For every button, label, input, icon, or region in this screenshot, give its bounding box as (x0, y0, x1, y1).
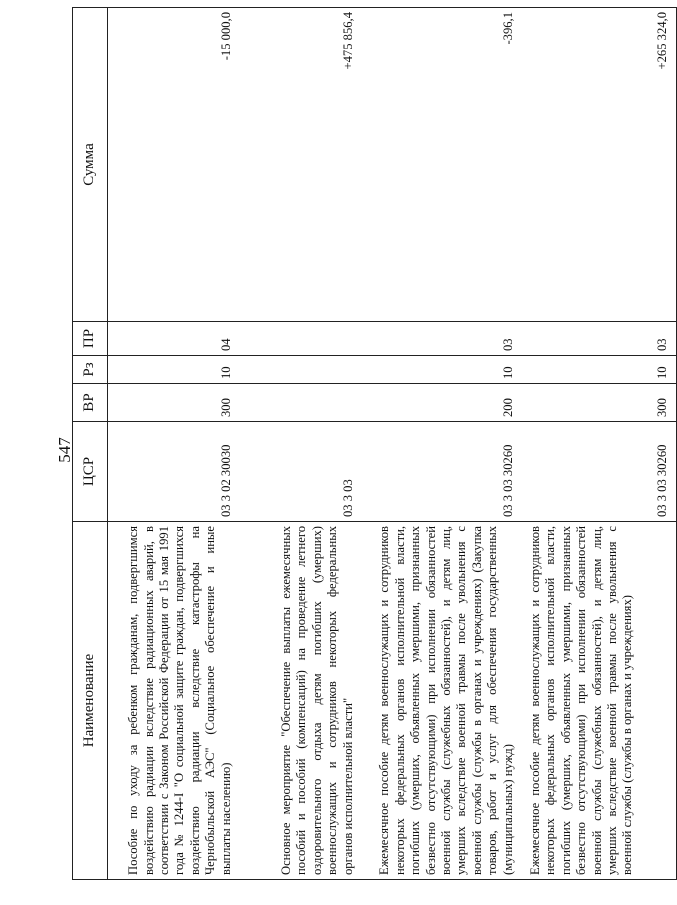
table-header-row (73, 8, 108, 880)
row-pr: 03 (362, 322, 522, 356)
row-csr: 03 3 03 (240, 422, 362, 522)
row-csr: 03 3 03 30260 (362, 422, 522, 522)
table-row (522, 8, 677, 880)
row-name: Пособие по уходу за ребенком гражданам, подвергшимся воздействию радиации вследствие радиационных аварий, в соответствии с Законом Российской Федерации от 15 мая 1991 года № 1244-I "О социальной защите граждан, подвергшихся воздействию радиации вследствие катастрофы на Чернобыльской АЭС" (Социальное обеспечение и иные выплаты населению) (108, 522, 241, 880)
row-name: Ежемесячное пособие детям военнослужащих и сотрудников некоторых федеральных органов исполнительной власти, погибших (умерших, объявленных умершими, признанных безвестно отсутствующими) при исполнении обязанностей военной службы (служебных обязанностей), и детям лиц, умерших вследствие военной травмы после увольнения с военной службы (службы в органах и учреждениях) (522, 522, 677, 880)
row-pr (240, 322, 362, 356)
header-name: Наименование (73, 522, 108, 880)
row-name: Основное мероприятие "Обеспечение выплаты ежемесячных пособий и пособий (компенсаций) на проведение летнего оздоровительного отдыха детям погибших (умерших) военнослужащих и сотрудников некоторых федеральных органов исполнительной власти" (240, 522, 362, 880)
row-csr: 03 3 03 30260 (522, 422, 677, 522)
table-row (240, 8, 362, 880)
row-rz (240, 356, 362, 384)
row-vr: 300 (108, 384, 241, 422)
table-row (362, 8, 522, 880)
row-vr: 200 (362, 384, 522, 422)
row-pr: 03 (522, 322, 677, 356)
row-sum: +265 324,0 (522, 8, 677, 322)
row-vr (240, 384, 362, 422)
table-row (108, 8, 241, 880)
row-rz: 10 (108, 356, 241, 384)
row-csr: 03 3 02 30030 (108, 422, 241, 522)
row-rz: 10 (362, 356, 522, 384)
row-sum: -396,1 (362, 8, 522, 322)
budget-table (72, 7, 677, 880)
row-pr: 04 (108, 322, 241, 356)
header-rz: Рз (73, 356, 108, 384)
header-vr: ВР (73, 384, 108, 422)
row-sum: +475 856,4 (240, 8, 362, 322)
header-pr: ПР (73, 322, 108, 356)
page-number: 547 (55, 437, 74, 463)
row-rz: 10 (522, 356, 677, 384)
header-csr: ЦСР (73, 422, 108, 522)
row-sum: -15 000,0 (108, 8, 241, 322)
header-sum: Сумма (73, 8, 108, 322)
row-name: Ежемесячное пособие детям военнослужащих и сотрудников некоторых федеральных органов исполнительной власти, погибших (умерших, объявленных умершими, признанных безвестно отсутствующими) при исполнении обязанностей военной службы (служебных обязанностей), и детям лиц, умерших вследствие военной травмы после увольнения с военной службы (службы в органах и учреждениях) (Закупка товаров, работ и услуг для обеспечения государственных (муниципальных) нужд) (362, 522, 522, 880)
row-vr: 300 (522, 384, 677, 422)
